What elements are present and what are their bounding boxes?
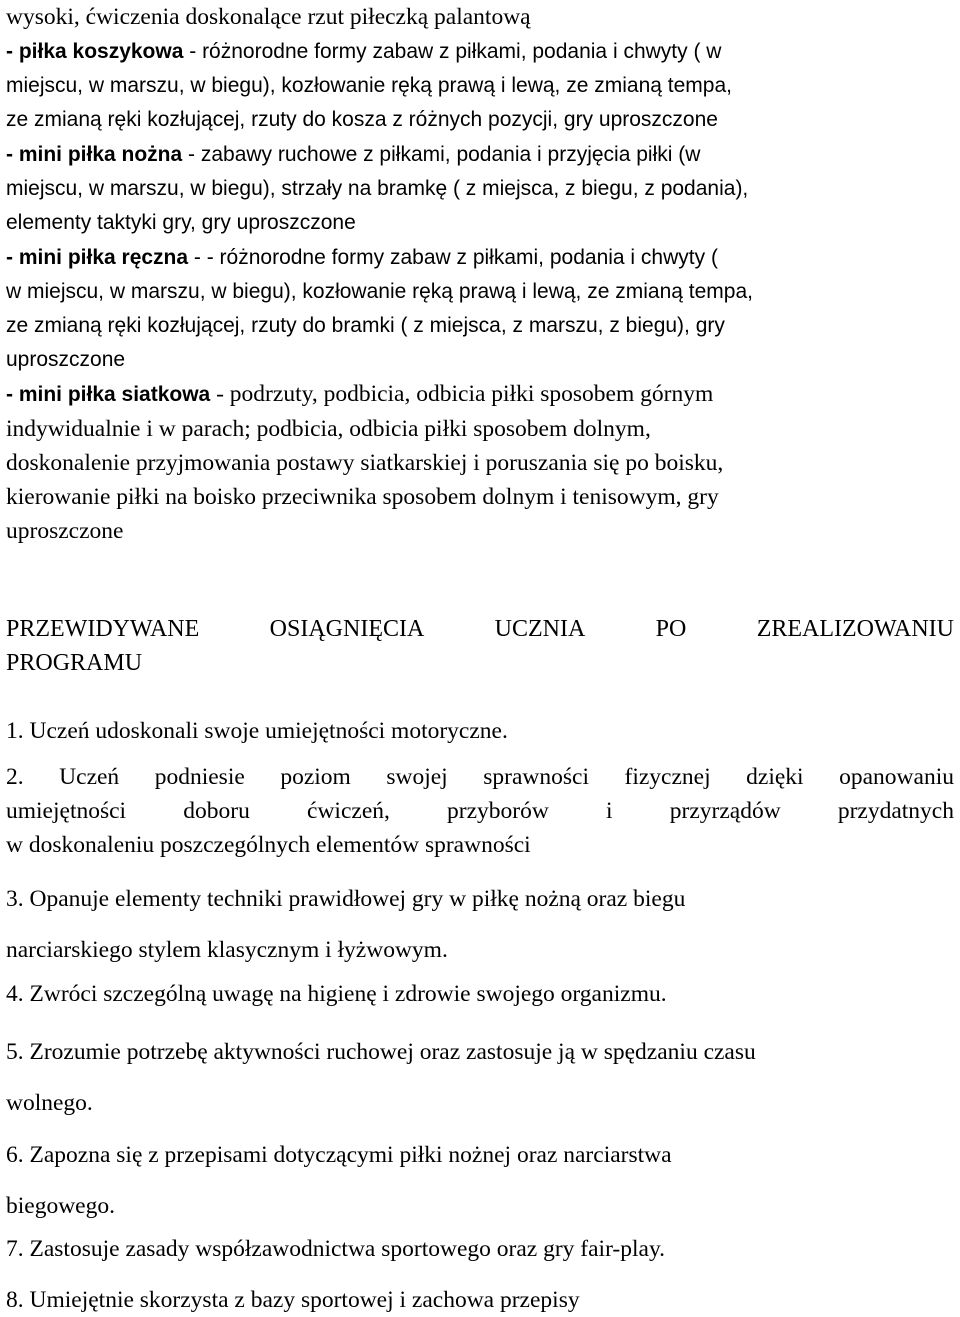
sports-content-section xyxy=(6,0,954,548)
goal-line: 6. Zapozna się z przepisami dotyczącymi piłki nożnej oraz narciarstwa xyxy=(6,1142,672,1168)
section-label-mini-handball: - mini piłka ręczna xyxy=(6,246,189,269)
goal-item: 7. Zastosuje zasady współzawodnictwa sportowego oraz gry fair-play. xyxy=(6,1236,666,1262)
goal-line: 2. Uczeń podniesie poziom swojej sprawności fizycznej dzięki opanowaniu xyxy=(6,764,954,790)
goal-item: 8. Umiejętnie skorzysta z bazy sportowej i zachowa przepisy xyxy=(6,1287,580,1313)
text-line: ze zmianą ręki kozłującej, rzuty do kosza z różnych pozycji, gry uproszczone xyxy=(6,108,718,131)
text-line: indywidualnie i w parach; podbicia, odbicia piłki sposobem dolnym, xyxy=(6,416,651,442)
heading-word: ZREALIZOWANIU xyxy=(756,616,954,642)
text-line: uproszczone xyxy=(6,518,124,544)
heading-word: UCZNIA xyxy=(494,616,586,642)
goal-item: 1. Uczeń udoskonali swoje umiejętności motoryczne. xyxy=(6,718,508,744)
section-label-mini-volleyball: - mini piłka siatkowa xyxy=(6,383,211,406)
text-line xyxy=(6,34,954,69)
text-line: doskonalenie przyjmowania postawy siatkarskiej i poruszania się po boisku, xyxy=(6,450,724,476)
heading-line xyxy=(6,612,954,646)
section-text: - - różnorodne formy zabaw z piłkami, podania i chwyty ( xyxy=(188,246,718,269)
heading-word: PRZEWIDYWANE xyxy=(6,616,200,642)
goal-item xyxy=(6,1130,672,1232)
text-line xyxy=(6,240,954,275)
section-heading xyxy=(6,612,954,680)
section-text: - podrzuty, podbicia, odbicia piłki sposobem górnym xyxy=(210,381,714,407)
goal-item xyxy=(6,874,685,976)
heading-word: PO xyxy=(655,616,687,642)
goal-item xyxy=(6,760,954,862)
goal-line: wolnego. xyxy=(6,1090,93,1116)
goal-item xyxy=(6,1027,756,1129)
text-line: wysoki, ćwiczenia doskonalące rzut piłeczką palantową xyxy=(6,4,531,30)
text-line: w miejscu, w marszu, w biegu), kozłowanie ręką prawą i lewą, ze zmianą tempa, xyxy=(6,280,753,303)
text-line: elementy taktyki gry, gry uproszczone xyxy=(6,211,356,234)
text-line: uproszczone xyxy=(6,348,126,371)
goal-line: umiejętności doboru ćwiczeń, przyborów i przyrządów przydatnych xyxy=(6,798,954,824)
text-line xyxy=(6,137,954,172)
goal-line: narciarskiego stylem klasycznym i łyżwowym. xyxy=(6,937,448,963)
text-line xyxy=(6,377,954,412)
text-line: miejscu, w marszu, w biegu), kozłowanie ręką prawą i lewą, ze zmianą tempa, xyxy=(6,74,732,97)
heading-line: PROGRAMU xyxy=(6,650,143,676)
text-line: kierowanie piłki na boisko przeciwnika sposobem dolnym i tenisowym, gry xyxy=(6,484,719,510)
section-label-mini-football: - mini piłka nożna xyxy=(6,143,183,166)
section-text: - różnorodne formy zabaw z piłkami, podania i chwyty ( w xyxy=(183,40,722,63)
goal-line: 3. Opanuje elementy techniki prawidłowej gry w piłkę nożną oraz biegu xyxy=(6,886,686,912)
text-line: ze zmianą ręki kozłującej, rzuty do bramki ( z miejsca, z marszu, z biegu), gry xyxy=(6,314,725,337)
heading-word: OSIĄGNIĘCIA xyxy=(269,616,425,642)
goal-line: 5. Zrozumie potrzebę aktywności ruchowej oraz zastosuje ją w spędzaniu czasu xyxy=(6,1039,756,1065)
goal-line: w doskonaleniu poszczególnych elementów sprawności xyxy=(6,832,531,858)
goal-line: biegowego. xyxy=(6,1193,115,1219)
section-text: - zabawy ruchowe z piłkami, podania i przyjęcia piłki (w xyxy=(182,143,701,166)
goal-item: 4. Zwróci szczególną uwagę na higienę i zdrowie swojego organizmu. xyxy=(6,981,667,1007)
section-label-basketball: - piłka koszykowa xyxy=(6,40,184,63)
text-line: miejscu, w marszu, w biegu), strzały na bramkę ( z miejsca, z biegu, z podania), xyxy=(6,177,749,200)
